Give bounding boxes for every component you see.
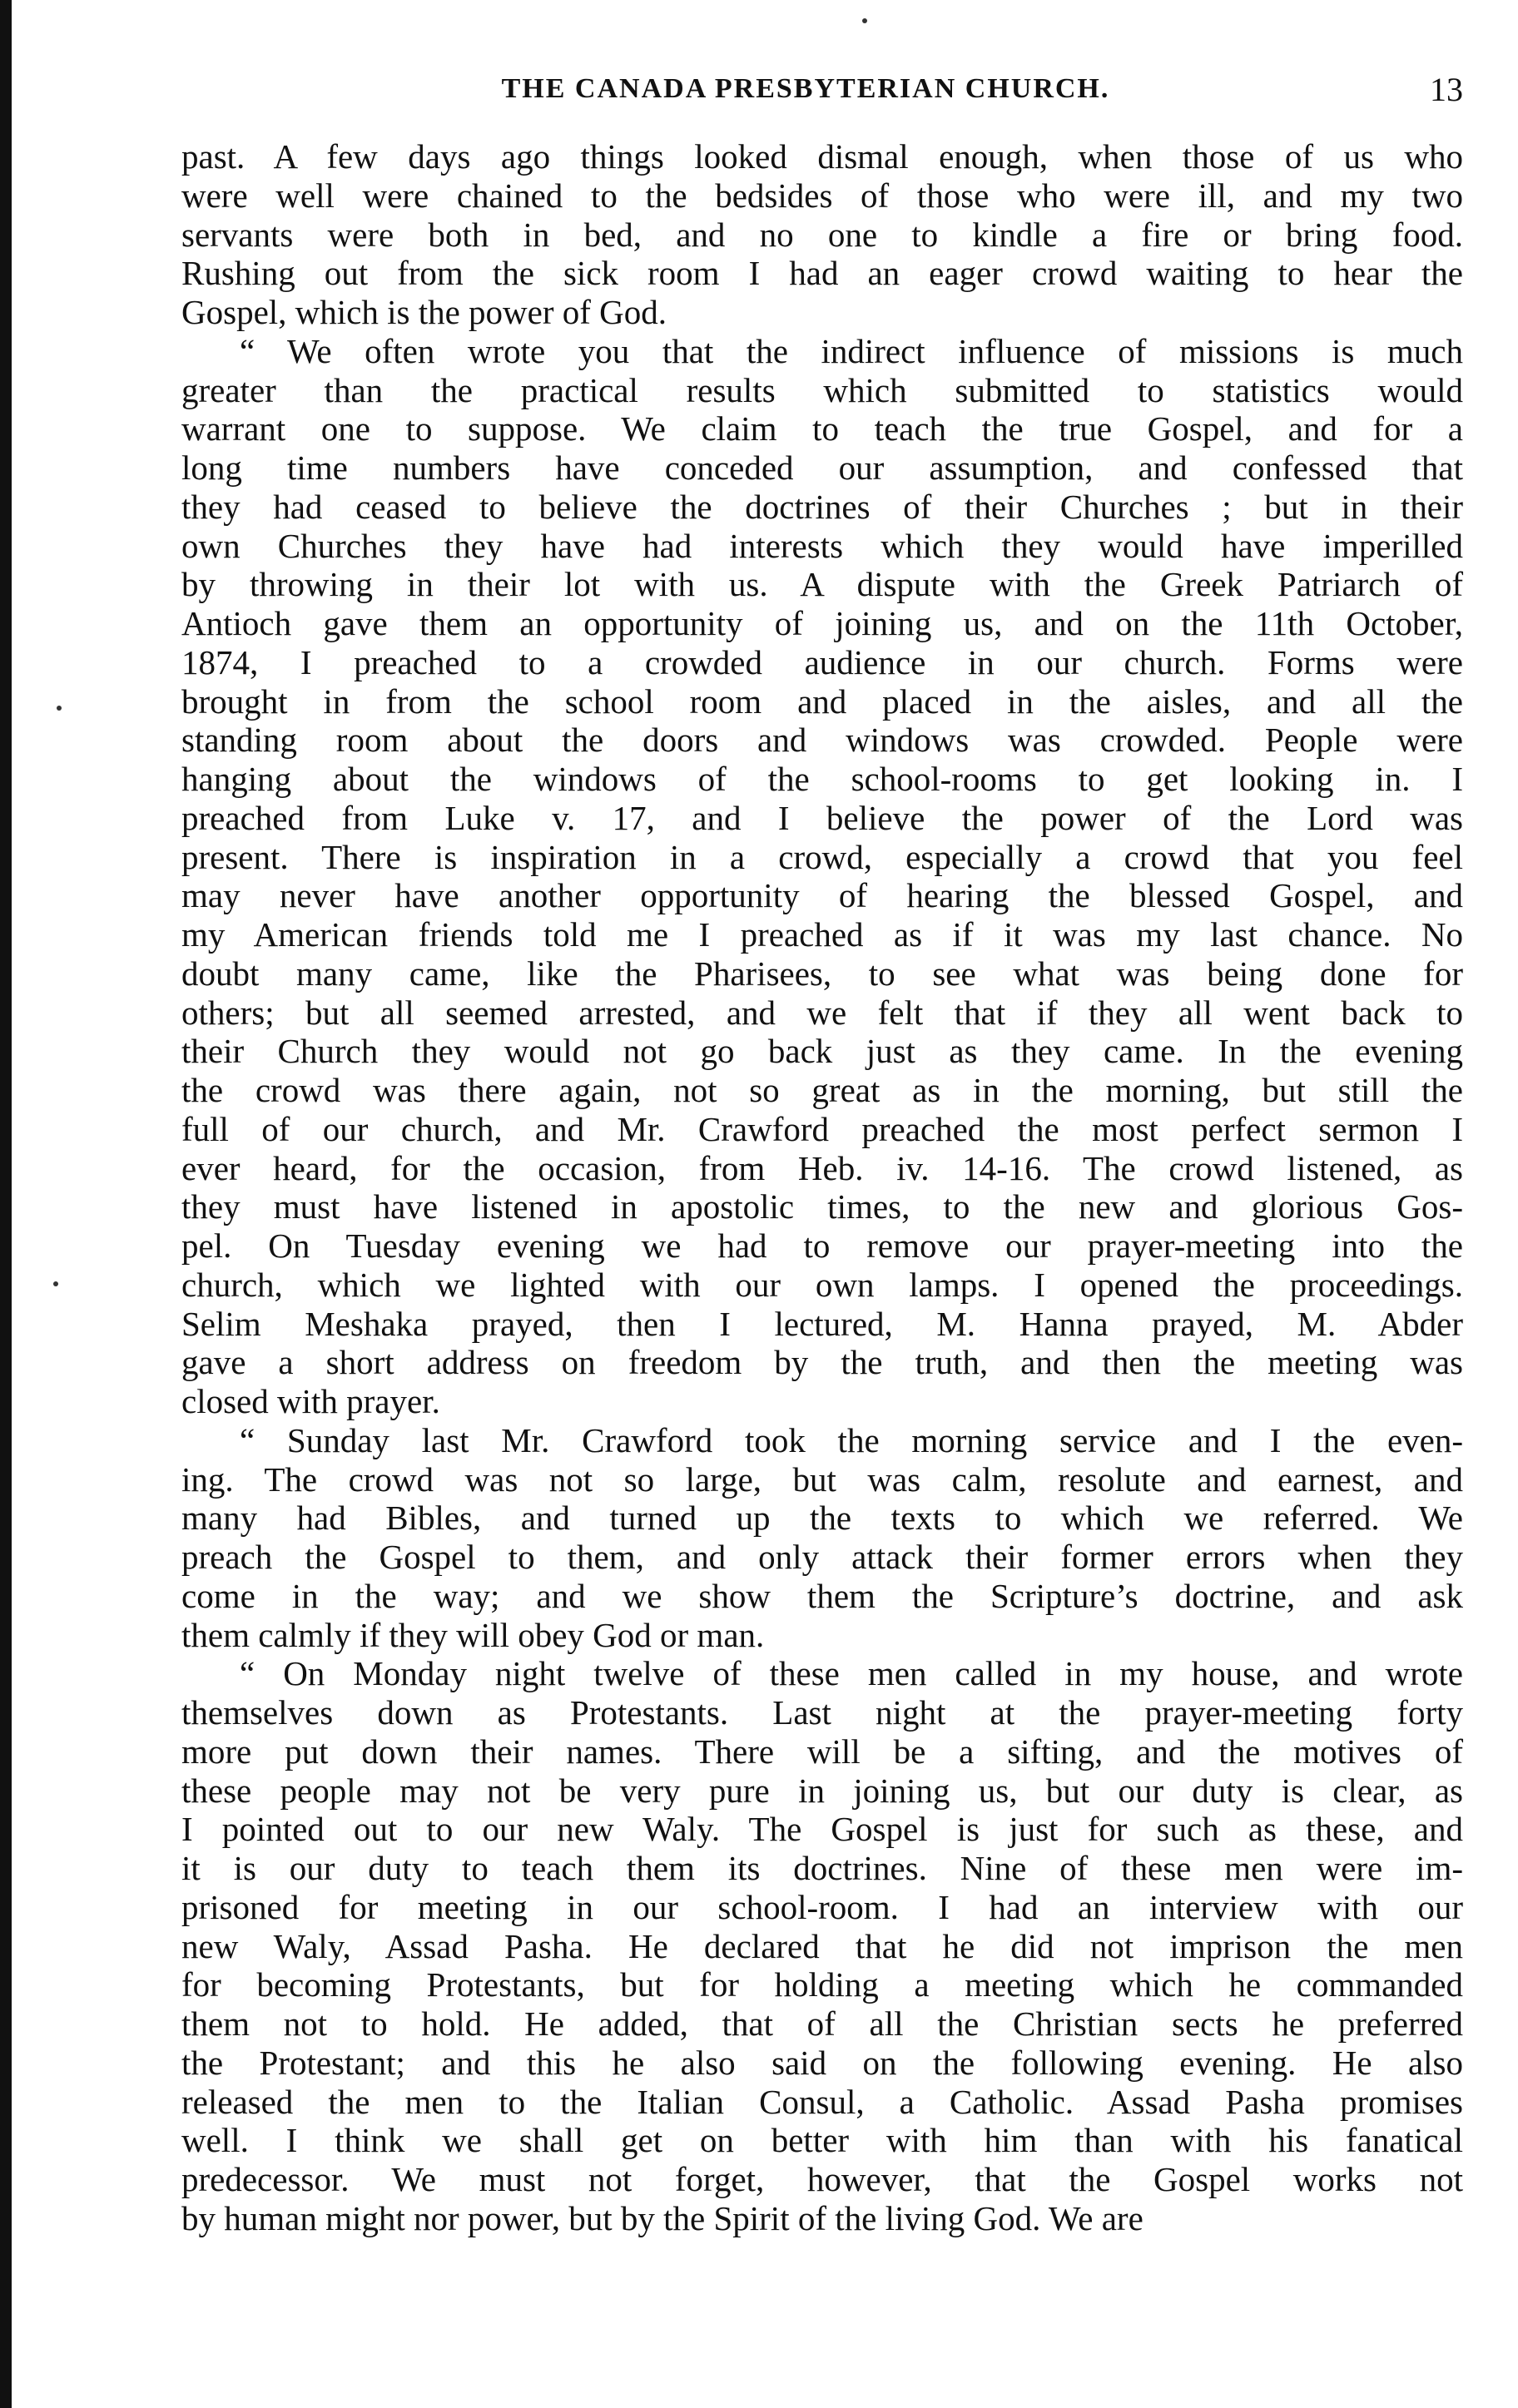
paragraph [181,1421,1463,1655]
text-line: “ On Monday night twelve of these men called in my house, and wrote [240,1654,1463,1693]
text-line: Selim Meshaka prayed, then I lectured, M. Hanna prayed, M. Abder [181,1304,1463,1343]
scan-speck [57,706,62,711]
text-line: full of our church, and Mr. Crawford preached the most perfect sermon I [181,1109,1463,1148]
text-line: these people may not be very pure in joining us, but our duty is clear, as [181,1771,1463,1810]
text-line: predecessor. We must not forget, however, that the Gospel works not [181,2160,1463,2198]
text-line: hanging about the windows of the school-rooms to get looking in. I [181,760,1463,798]
running-header [181,73,1463,123]
text-line: others; but all seemed arrested, and we felt that if they all went back to [181,993,1463,1032]
text-line: they had ceased to believe the doctrines of their Churches ; but in their [181,487,1463,526]
text-line: the Protestant; and this he also said on the following evening. He also [181,2043,1463,2082]
text-line: brought in from the school room and placed in the aisles, and all the [181,681,1463,721]
text-line: ever heard, for the occasion, from Heb. iv. 14-16. The crowd listened, as [181,1148,1463,1187]
text-line: I pointed out to our new Waly. The Gospel is just for such as these, and [181,1810,1463,1849]
text-line: own Churches they have had interests which they would have imperilled [181,526,1463,565]
scan-speck [862,18,867,23]
text-line: “ Sunday last Mr. Crawford took the morning service and I the even- [240,1420,1463,1459]
text-line: past. A few days ago things looked dismal enough, when those of us who [181,137,1463,176]
text-line: may never have another opportunity of hearing the blessed Gospel, and [181,876,1463,915]
text-line: church, which we lighted with our own lamps. I opened the proceedings. [181,1265,1463,1304]
text-line: many had Bibles, and turned up the texts to which we referred. We [181,1499,1463,1538]
text-line: 1874, I preached to a crowded audience in our church. Forms were [181,642,1463,681]
text-line: doubt many came, like the Pharisees, to see what was being done for [181,954,1463,993]
text-line: servants were both in bed, and no one to kindle a fire or bring food. [181,215,1463,254]
text-line: more put down their names. There will be a sifting, and the motives of [181,1732,1463,1771]
text-line: pel. On Tuesday evening we had to remove our prayer-meeting into the [181,1226,1463,1265]
text-line: preached from Luke v. 17, and I believe the power of the Lord was [181,798,1463,837]
text-line: the crowd was there again, not so great as in the morning, but still the [181,1071,1463,1109]
text-line: by throwing in their lot with us. A dispute with the Greek Patriarch of [181,565,1463,604]
text-line: long time numbers have conceded our assumption, and confessed that [181,448,1463,487]
text-line: themselves down as Protestants. Last night at the prayer-meeting forty [181,1693,1463,1732]
text-line: them not to hold. He added, that of all the Christian sects he preferred [181,2004,1463,2043]
text-line: by human might nor power, but by the Spirit of the living God. We are [181,2198,1143,2237]
text-line: warrant one to suppose. We claim to teach the true Gospel, and for a [181,409,1463,448]
text-line: Rushing out from the sick room I had an eager crowd waiting to hear the [181,254,1463,293]
text-line: closed with prayer. [181,1382,440,1420]
text-line: they must have listened in apostolic times, to the new and glorious Gos- [181,1187,1463,1226]
text-line: were well were chained to the bedsides of those who were ill, and my two [181,176,1463,215]
text-line: ing. The crowd was not so large, but was calm, resolute and earnest, and [181,1459,1463,1499]
scan-speck [53,1281,58,1286]
text-line: come in the way; and we show them the Scripture’s doctrine, and ask [181,1576,1463,1615]
running-title: THE CANADA PRESBYTERIAN CHURCH. [501,73,1110,104]
text-line: standing room about the doors and windows was crowded. People were [181,721,1463,760]
text-line: for becoming Protestants, but for holding a meeting which he commanded [181,1965,1463,2004]
text-line: prisoned for meeting in our school-room. I had an interview with our [181,1887,1463,1926]
text-line: Antioch gave them an opportunity of joining us, and on the 11th October, [181,604,1463,642]
left-scan-edge [0,0,12,2408]
article-body [181,137,1463,2238]
paragraph [181,137,1463,332]
text-line: “ We often wrote you that the indirect influence of missions is much [240,331,1463,370]
text-line: them calmly if they will obey God or man. [181,1615,765,1654]
text-line: gave a short address on freedom by the truth, and then the meeting was [181,1343,1463,1382]
paragraph [181,332,1463,1421]
text-line: well. I think we shall get on better with him than with his fanatical [181,2121,1463,2160]
paragraph [181,1654,1463,2237]
text-line: their Church they would not go back just as they came. In the evening [181,1032,1463,1071]
text-line: Gospel, which is the power of God. [181,293,667,331]
text-line: preach the Gospel to them, and only attack their former errors when they [181,1538,1463,1576]
text-line: new Waly, Assad Pasha. He declared that he did not imprison the men [181,1926,1463,1965]
text-line: released the men to the Italian Consul, a Catholic. Assad Pasha promises [181,2082,1463,2121]
text-line: greater than the practical results which submitted to statistics would [181,370,1463,409]
text-line: present. There is inspiration in a crowd, especially a crowd that you feel [181,837,1463,876]
page-number: 13 [1430,71,1463,108]
text-line: my American friends told me I preached as if it was my last chance. No [181,915,1463,954]
text-line: it is our duty to teach them its doctrines. Nine of these men were im- [181,1849,1463,1887]
